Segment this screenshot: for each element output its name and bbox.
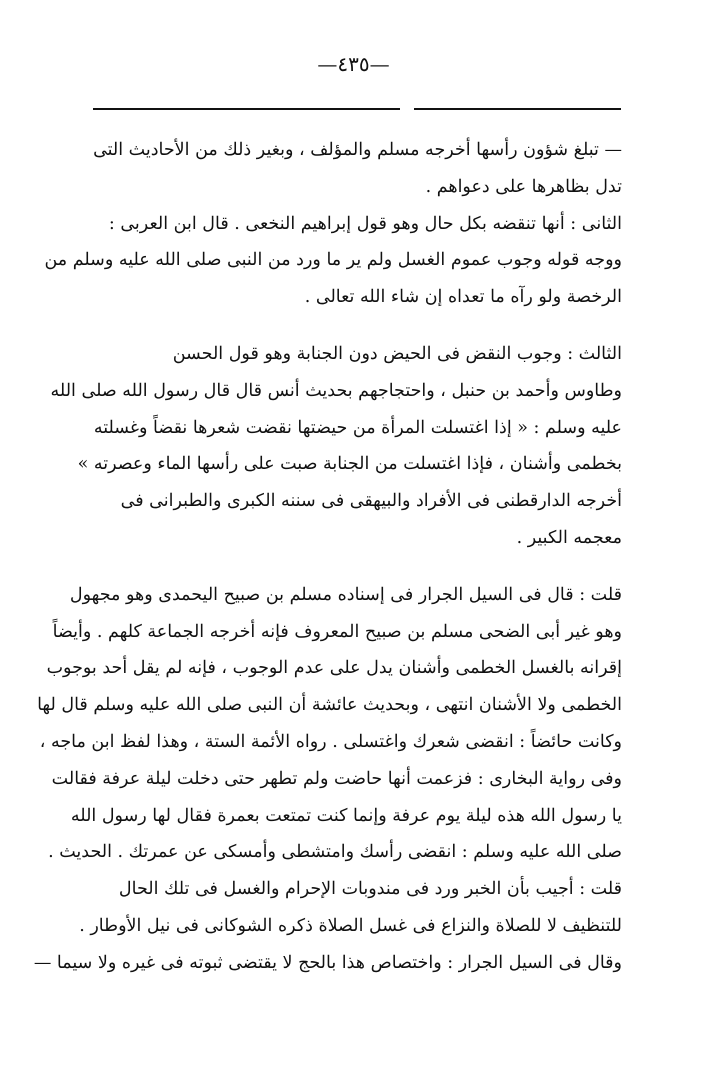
text-line: وهو غير أبى الضحى مسلم بن صبيح المعروف فإنه أخرجه الجماعة كلهم . وأيضاً bbox=[52, 621, 622, 642]
text-line: معجمه الكبير . bbox=[516, 527, 622, 548]
paragraph-continuation bbox=[93, 132, 622, 206]
text-line: الرخصة ولو رآه ما تعداه إن شاء الله تعالى . bbox=[304, 287, 622, 308]
text-line: للتنظيف لا للصلاة والنزاع فى غسل الصلاة ذكره الشوكانى فى نيل الأوطار . bbox=[79, 915, 622, 936]
text-line: عليه وسلم : « إذا اغتسلت المرأة من حيضتها نقضت شعرها نقضاً وغسلته bbox=[93, 417, 622, 438]
text-line: صلى الله عليه وسلم : انقضى رأسك وامتشطى وأمسكى عن عمرتك . الحديث . bbox=[48, 842, 622, 863]
page-body bbox=[33, 132, 622, 982]
text-line: بخطمى وأشنان ، فإذا اغتسلت من الجنابة صبت على رأسها الماء وعصرته » bbox=[77, 454, 622, 475]
text-line: يا رسول الله هذه ليلة يوم عرفة وإنما كنت تمتعت بعمرة فقال لها رسول الله bbox=[70, 805, 622, 826]
text-line: وقال فى السيل الجرار : واختصاص هذا بالحج لا يقتضى ثبوته فى غيره ولا سيما — bbox=[33, 952, 622, 973]
text-line: أخرجه الدارقطنى فى الأفراد والبيهقى فى سننه الكبرى والطبرانى فى bbox=[120, 491, 622, 512]
page-number: —٤٣٥— bbox=[317, 52, 390, 76]
text-line: الثالث : وجوب النقض فى الحيض دون الجنابة وهو قول الحسن bbox=[172, 343, 622, 364]
text-line: وطاوس وأحمد بن حنبل ، واحتجاجهم بحديث أنس قال قال رسول الله صلى الله bbox=[50, 380, 622, 401]
paragraph-third-opinion bbox=[50, 336, 622, 557]
text-line: وكانت حائضاً : انقضى شعرك واغتسلى . رواه الأئمة الستة ، وهذا لفظ ابن ماجه ، bbox=[39, 731, 622, 752]
text-line: تدل بظاهرها على دعواهم . bbox=[425, 176, 622, 197]
text-line: إقرانه بالغسل الخطمى وأشنان يدل على عدم الوجوب ، فإنه لم يقل أحد بوجوب bbox=[46, 658, 622, 679]
header-rule-right bbox=[414, 108, 621, 110]
text-line: قلت : قال فى السيل الجرار فى إسناده مسلم بن صبيح اليحمدى وهو مجهول bbox=[69, 584, 622, 605]
text-line: — تبلغ شؤون رأسها أخرجه مسلم والمؤلف ، وبغير ذلك من الأحاديث التى bbox=[93, 140, 622, 160]
text-line: ووجه قوله وجوب عموم الغسل ولم ير ما ورد من النبى صلى الله عليه وسلم من bbox=[44, 250, 622, 271]
header-rule-left bbox=[93, 108, 400, 110]
text-line: قلت : أجيب بأن الخبر ورد فى مندوبات الإحرام والغسل فى تلك الحال bbox=[118, 879, 622, 900]
text-line: وفى رواية البخارى : فزعمت أنها حاضت ولم تطهر حتى دخلت ليلة عرفة فقالت bbox=[51, 768, 622, 789]
text-line: الخطمى ولا الأشنان انتهى ، وبحديث عائشة أن النبى صلى الله عليه وسلم قال لها bbox=[37, 695, 622, 716]
paragraph-second-opinion bbox=[44, 206, 622, 316]
paragraph-commentary bbox=[33, 577, 622, 982]
text-line: الثانى : أنها تنقضه بكل حال وهو قول إبراهيم النخعى . قال ابن العربى : bbox=[108, 213, 622, 234]
